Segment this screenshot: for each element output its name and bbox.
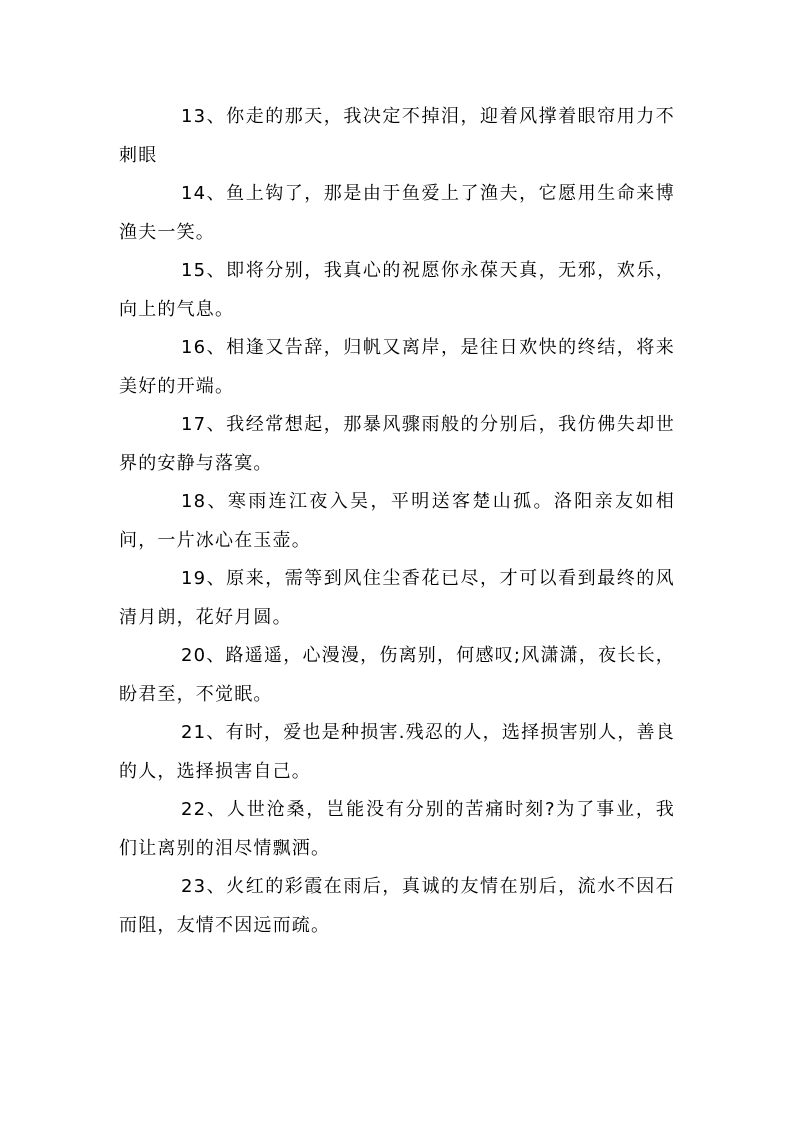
paragraph-14: 14、鱼上钩了，那是由于鱼爱上了渔夫，它愿用生命来博渔夫一笑。: [119, 183, 675, 243]
paragraph-23: 23、火红的彩霞在雨后，真诚的友情在别后，流水不因石而阻，友情不因远而疏。: [119, 876, 675, 936]
paragraph-17: 17、我经常想起，那暴风骤雨般的分别后，我仿佛失却世界的安静与落寞。: [119, 414, 675, 474]
paragraph-19: 19、原来，需等到风住尘香花已尽，才可以看到最终的风清月朗，花好月圆。: [119, 568, 675, 628]
paragraph-16: 16、相逢又告辞，归帆又离岸，是往日欢快的终结，将来美好的开端。: [119, 337, 675, 397]
paragraph-15: 15、即将分别，我真心的祝愿你永葆天真，无邪，欢乐，向上的气息。: [119, 260, 675, 320]
paragraph-20: 20、路遥遥，心漫漫，伤离别，何感叹;风潇潇，夜长长，盼君至，不觉眠。: [119, 645, 675, 705]
paragraph-13: 13、你走的那天，我决定不掉泪，迎着风撑着眼帘用力不刺眼: [119, 106, 675, 166]
paragraph-22: 22、人世沧桑，岂能没有分别的苦痛时刻?为了事业，我们让离别的泪尽情飘洒。: [119, 799, 675, 859]
document-body: [119, 98, 675, 945]
paragraph-18: 18、寒雨连江夜入吴，平明送客楚山孤。洛阳亲友如相问，一片冰心在玉壶。: [119, 491, 675, 551]
paragraph-21: 21、有时，爱也是种损害.残忍的人，选择损害别人，善良的人，选择损害自己。: [119, 722, 675, 782]
